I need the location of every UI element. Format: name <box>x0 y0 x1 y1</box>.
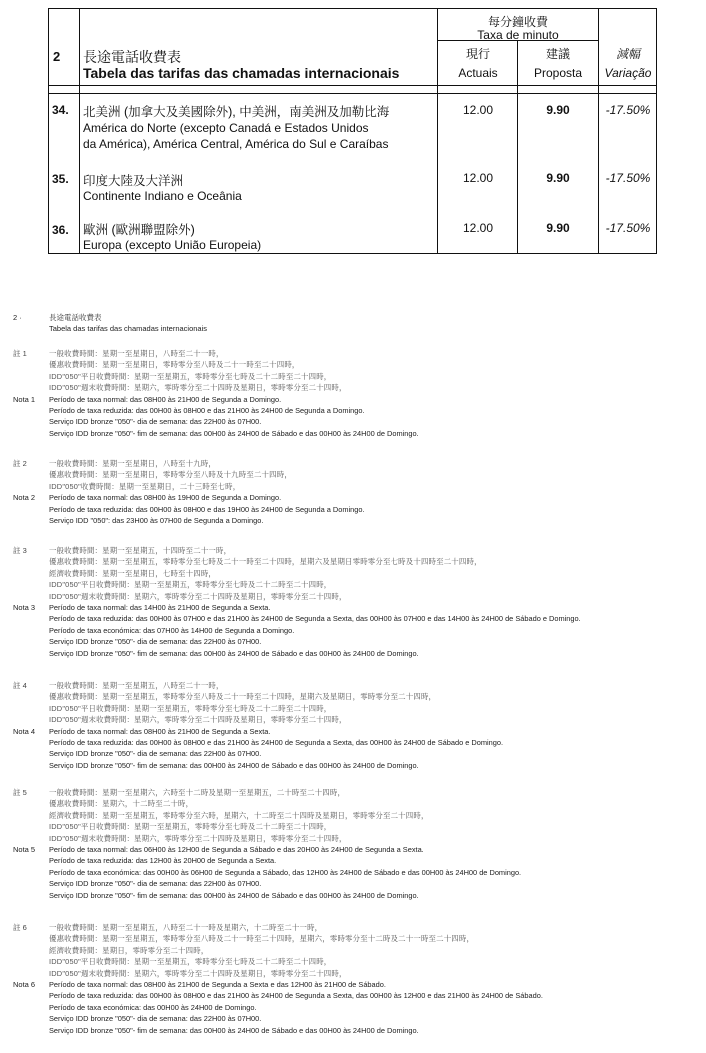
note-line-zh: IDD"050"收費時間：星期一至星期日，二十三時至七時， <box>49 481 241 491</box>
tariff-table <box>48 8 657 254</box>
table-col-divider <box>517 41 518 253</box>
note-line-zh: 一般收費時間：星期一至星期五，八時至二十一時及星期六，十二時至二十一時， <box>49 923 323 932</box>
note-line-zh: IDD"050"平日收費時間：星期一至星期五，零時零分至七時及二十二時至二十四時， <box>49 703 332 713</box>
note-line-pt: Serviço IDD bronze "050"- dia de semana: das 22H00 às 07H00. <box>49 1014 262 1024</box>
row-proposed-rate: 9.90 <box>546 221 570 235</box>
note-label-zh: 註 6 <box>13 923 27 932</box>
note-line-pt: Serviço IDD bronze "050"- dia de semana: das 22H00 às 07H00. <box>49 417 262 427</box>
col-proposed-pt: Proposta <box>533 66 583 80</box>
row-proposed-rate: 9.90 <box>546 171 570 185</box>
note-line-pt: Serviço IDD bronze "050"- dia de semana: das 22H00 às 07H00. <box>49 637 262 647</box>
row-region-pt: América do Norte (excepto Canadá e Estados Unidos <box>83 121 369 135</box>
note-line-zh: 優惠收費時間：星期一至星期五，零時零分至八時及二十一時至二十四時，星期六，零時零分至十二時及二十一時至二十四時， <box>49 934 475 944</box>
col-proposed-zh: 建議 <box>545 47 570 61</box>
row-variation: -17.50% <box>605 103 651 117</box>
note-line-pt: Período de taxa normal: das 08H00 às 21H00 de Segunda a Sexta e das 12H00 às 21H00 de Sábado. <box>49 980 386 989</box>
table-title-pt: Tabela das tarifas das chamadas internacionais <box>83 65 400 81</box>
table-col-divider <box>79 9 80 253</box>
rate-header-pt: Taxa de minuto <box>477 28 559 42</box>
note-line-zh: 優惠收費時間：星期六，十二時至二十時， <box>49 799 194 809</box>
table-col-divider <box>437 9 438 253</box>
row-region-zh: 歐洲 (歐洲聯盟除外) <box>83 223 195 237</box>
note-line-pt: Período de taxa económica: das 07H00 às 14H00 de Segunda a Domingo. <box>49 625 295 635</box>
row-current-rate: 12.00 <box>462 221 494 235</box>
col-current-pt: Actuais <box>458 66 498 80</box>
note-line-pt: Serviço IDD bronze "050"- fim de semana: das 00H00 às 24H00 de Sábado e das 00H00 às 24H00 de Domingo. <box>49 890 419 900</box>
note-line-zh: IDD"050"平日收費時間：星期一至星期五，零時零分至七時及二十二時至二十四時， <box>49 371 332 381</box>
note-line-zh: 優惠收費時間：星期一至星期日，零時零分至八時及二十一時至二十四時， <box>49 360 300 370</box>
table-section-number: 2 <box>53 49 61 64</box>
note-line-pt: Período de taxa normal: das 14H00 às 21H00 de Segunda a Sexta. <box>49 603 271 612</box>
row-number: 34. <box>52 103 69 117</box>
note-label-zh: 註 4 <box>13 681 27 690</box>
row-region-zh: 北美洲 (加拿大及美國除外), 中美洲，南美洲及加勒比海 <box>83 105 390 119</box>
row-variation: -17.50% <box>605 171 651 185</box>
note-line-pt: Período de taxa reduzida: das 00H00 às 07H00 e das 21H00 às 24H00 de Segunda a Sexta, das 00H00 às 07H00 e das 14H00 às 24H00 de Sábado e Domingo. <box>49 614 581 624</box>
note-line-zh: 一般收費時間：星期一至星期六，六時至十二時及星期一至星期五，二十時至二十四時， <box>49 788 346 797</box>
note-line-pt: Período de taxa reduzida: das 00H00 às 08H00 e das 19H00 às 24H00 de Segunda a Domingo. <box>49 504 365 514</box>
note-line-zh: IDD"050"週末收費時間：星期六，零時零分至二十四時及星期日，零時零分至二十四時， <box>49 591 347 601</box>
table-col-divider <box>598 9 599 253</box>
note-line-pt: Serviço IDD "050": das 23H00 às 07H00 de Segunda a Domingo. <box>49 516 264 525</box>
notes-section-title-pt: Tabela das tarifas das chamadas internacionais <box>49 324 208 333</box>
row-current-rate: 12.00 <box>462 103 494 117</box>
note-line-pt: Serviço IDD bronze "050"- dia de semana: das 22H00 às 07H00. <box>49 749 262 759</box>
note-line-pt: Serviço IDD bronze "050"- fim de semana: das 00H00 às 24H00 de Sábado e das 00H00 às 24H00 de Domingo. <box>49 760 419 770</box>
note-line-pt: Período de taxa reduzida: das 00H00 às 08H00 e das 21H00 às 24H00 de Segunda a Domingo. <box>49 406 365 415</box>
note-line-zh: IDD"050"平日收費時間：星期一至星期五，零時零分至七時及二十二時至二十四時， <box>49 580 332 590</box>
table-title-zh: 長途電話收費表 <box>83 49 181 65</box>
rate-header-zh: 每分鐘收費 <box>487 15 548 29</box>
row-number: 36. <box>52 223 69 237</box>
row-region-zh: 印度大陸及大洋洲 <box>83 174 184 188</box>
col-variation-pt: Variação <box>604 66 652 80</box>
note-line-pt: Período de taxa reduzida: das 00H00 às 08H00 e das 21H00 às 24H00 de Segunda a Sexta, das 00H00 às 24H00 de Sábado e Domingo. <box>49 738 504 747</box>
note-label-pt: Nota 3 <box>13 603 36 612</box>
col-variation-zh: 減幅 <box>615 47 640 61</box>
note-line-zh: IDD"050"週末收費時間：星期六，零時零分至二十四時及星期日，零時零分至二十四時， <box>49 968 347 978</box>
note-line-pt: Período de taxa normal: das 08H00 às 21H00 de Segunda a Sexta. <box>49 726 271 736</box>
note-label-pt: Nota 1 <box>13 394 36 404</box>
note-line-zh: 經濟收費時間：星期一至星期日，七時至十四時， <box>49 568 216 578</box>
note-label-zh: 註 3 <box>13 546 27 555</box>
note-label-pt: Nota 4 <box>13 726 36 736</box>
note-label-zh: 註 1 <box>13 349 27 358</box>
notes-section-title-zh: 長途電話收費表 <box>49 313 102 322</box>
note-line-zh: IDD"050"週末收費時間：星期六，零時零分至二十四時及星期日，零時零分至二十四時， <box>49 833 347 843</box>
col-current-zh: 現行 <box>465 47 490 61</box>
note-line-zh: IDD"050"平日收費時間：星期一至星期五，零時零分至七時及二十二時至二十四時， <box>49 822 332 832</box>
table-header-divider <box>49 85 656 86</box>
note-label-pt: Nota 6 <box>13 980 36 989</box>
note-label-zh: 註 5 <box>13 788 27 797</box>
row-current-rate: 12.00 <box>462 171 494 185</box>
note-line-zh: IDD"050"週末收費時間：星期六，零時零分至二十四時及星期日，零時零分至二十四時， <box>49 715 347 725</box>
note-line-zh: 經濟收費時間：星期一至星期五，零時零分至六時，星期六，十二時至二十四時及星期日，零時零分至二十四時， <box>49 810 429 820</box>
note-label-pt: Nota 5 <box>13 845 36 854</box>
note-line-zh: 優惠收費時間：星期一至星期五，零時零分至八時及二十一時至二十四時，星期六及星期日，零時零分至二十四時， <box>49 692 437 702</box>
note-line-zh: 一般收費時間：星期一至星期日，八時至二十一時， <box>49 349 224 358</box>
note-line-zh: 優惠收費時間：星期一至星期五，零時零分至七時及二十一時至二十四時，星期六及星期日零時零分至七時及十四時至二十四時， <box>49 557 482 567</box>
note-line-pt: Serviço IDD bronze "050"- fim de semana: das 00H00 às 24H00 de Sábado e das 00H00 às 24H00 de Domingo. <box>49 428 419 438</box>
note-line-pt: Serviço IDD bronze "050"- dia de semana: das 22H00 às 07H00. <box>49 879 262 889</box>
note-line-pt: Período de taxa económica: das 00H00 às 24H00 de Domingo. <box>49 1002 257 1012</box>
note-line-pt: Período de taxa económica: das 00H00 às 06H00 de Segunda a Sábado, das 12H00 às 24H00 de Sábado e das 00H00 às 24H00 de Domingo. <box>49 867 522 877</box>
row-number: 35. <box>52 172 69 186</box>
notes-section-number: 2 · <box>13 313 22 322</box>
row-proposed-rate: 9.90 <box>546 103 570 117</box>
note-line-pt: Período de taxa normal: das 08H00 às 19H00 de Segunda a Domingo. <box>49 493 282 503</box>
note-line-zh: IDD"050"週末收費時間：星期六，零時零分至二十四時及星期日，零時零分至二十四時， <box>49 383 347 393</box>
note-line-pt: Período de taxa normal: das 08H00 às 21H00 de Segunda a Domingo. <box>49 394 282 404</box>
note-line-zh: IDD"050"平日收費時間：星期一至星期五，零時零分至七時及二十二時至二十四時， <box>49 957 332 967</box>
row-region-pt: Continente Indiano e Oceânia <box>83 189 242 203</box>
table-header-divider-double <box>49 93 656 94</box>
note-line-zh: 一般收費時間：星期一至星期五，八時至二十一時， <box>49 681 224 690</box>
row-region-pt: Europa (excepto União Europeia) <box>83 238 262 252</box>
note-line-zh: 一般收費時間：星期一至星期日，八時至十九時， <box>49 459 216 468</box>
note-line-zh: 一般收費時間：星期一至星期五，十四時至二十一時， <box>49 546 232 555</box>
note-label-zh: 註 2 <box>13 459 27 468</box>
note-line-pt: Período de taxa reduzida: das 00H00 às 08H00 e das 21H00 às 24H00 de Segunda a Sexta, das 00H00 às 12H00 e das 21H00 às 24H00 de Sábado. <box>49 991 543 1001</box>
note-line-pt: Período de taxa reduzida: das 12H00 às 20H00 de Segunda a Sexta. <box>49 856 277 866</box>
row-variation: -17.50% <box>605 221 651 235</box>
note-line-zh: 優惠收費時間：星期一至星期日，零時零分至八時及十九時至二十四時， <box>49 470 292 480</box>
note-line-pt: Serviço IDD bronze "050"- fim de semana: das 00H00 às 24H00 de Sábado e das 00H00 às 24H00 de Domingo. <box>49 648 419 658</box>
note-label-pt: Nota 2 <box>13 493 36 503</box>
row-region-pt-cont: da América), América Central, América do Sul e Caraíbas <box>83 137 389 151</box>
note-line-zh: 經濟收費時間：星期日，零時零分至二十四時， <box>49 945 209 955</box>
note-line-pt: Serviço IDD bronze "050"- fim de semana: das 00H00 às 24H00 de Sábado e das 00H00 às 24H00 de Domingo. <box>49 1025 419 1035</box>
note-line-pt: Período de taxa normal: das 06H00 às 12H00 de Segunda a Sábado e das 20H00 às 24H00 de Segunda a Sexta. <box>49 845 424 854</box>
